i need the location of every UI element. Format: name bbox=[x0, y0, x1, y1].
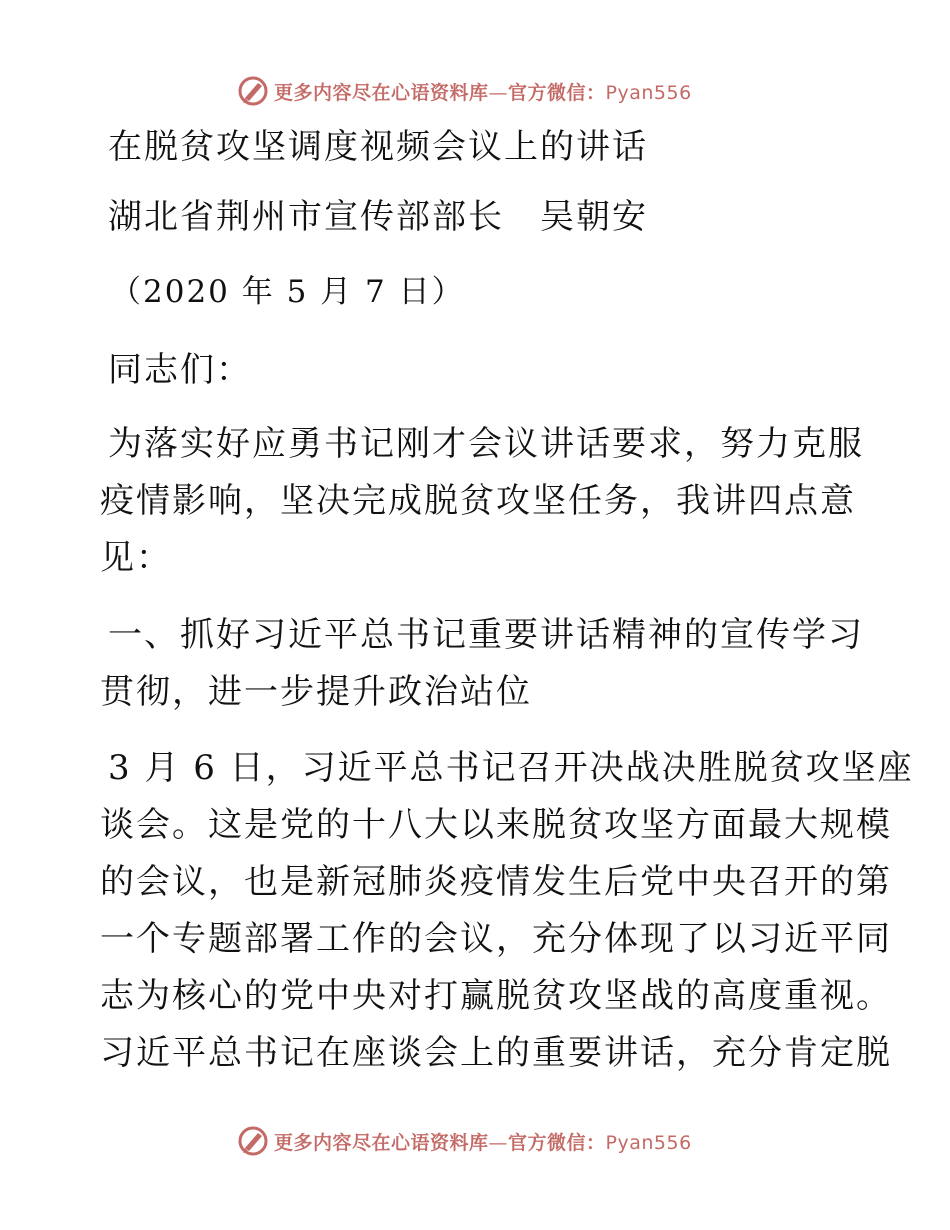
body-line-6: 习近平总书记在座谈会上的重要讲话，充分肯定脱 bbox=[100, 1033, 892, 1073]
watermark-main: 更多内容尽在心语资料库 bbox=[274, 1131, 489, 1154]
watermark-id: Pyan556 bbox=[605, 1131, 692, 1154]
document-author: 湖北省荆州市宣传部部长 吴朝安 bbox=[108, 197, 648, 237]
body-line-3: 的会议，也是新冠肺炎疫情发生后党中央召开的第 bbox=[100, 862, 892, 902]
watermark-separator: — bbox=[488, 1131, 509, 1154]
pen-logo-icon bbox=[236, 1124, 270, 1158]
watermark-id: Pyan556 bbox=[605, 81, 692, 104]
intro-line-2: 疫情影响，坚决完成脱贫攻坚任务，我讲四点意 bbox=[100, 481, 856, 521]
watermark-main: 更多内容尽在心语资料库 bbox=[274, 81, 489, 104]
body-line-5: 志为核心的党中央对打赢脱贫攻坚战的高度重视。 bbox=[100, 976, 892, 1016]
watermark-label: 官方微信： bbox=[508, 1131, 606, 1154]
section-heading-line-1: 一、抓好习近平总书记重要讲话精神的宣传学习 bbox=[108, 615, 864, 655]
watermark-separator: — bbox=[488, 81, 509, 104]
salutation: 同志们： bbox=[108, 350, 252, 390]
watermark-text bbox=[274, 1128, 692, 1155]
document-date: （2020 年 5 月 7 日） bbox=[110, 274, 465, 310]
watermark-banner-bottom bbox=[236, 1123, 692, 1159]
body-line-4: 一个专题部署工作的会议，充分体现了以习近平同 bbox=[100, 919, 892, 959]
document-title: 在脱贫攻坚调度视频会议上的讲话 bbox=[108, 127, 648, 167]
section-heading-line-2: 贯彻，进一步提升政治站位 bbox=[100, 672, 532, 712]
intro-line-3: 见： bbox=[100, 538, 172, 578]
watermark-text bbox=[274, 78, 692, 105]
pen-logo-icon bbox=[236, 74, 270, 108]
body-line-1: 3 月 6 日，习近平总书记召开决战决胜脱贫攻坚座 bbox=[108, 748, 914, 788]
body-line-2: 谈会。这是党的十八大以来脱贫攻坚方面最大规模 bbox=[100, 805, 892, 845]
intro-line-1: 为落实好应勇书记刚才会议讲话要求，努力克服 bbox=[108, 424, 864, 464]
watermark-banner-top bbox=[236, 73, 692, 109]
watermark-label: 官方微信： bbox=[508, 81, 606, 104]
